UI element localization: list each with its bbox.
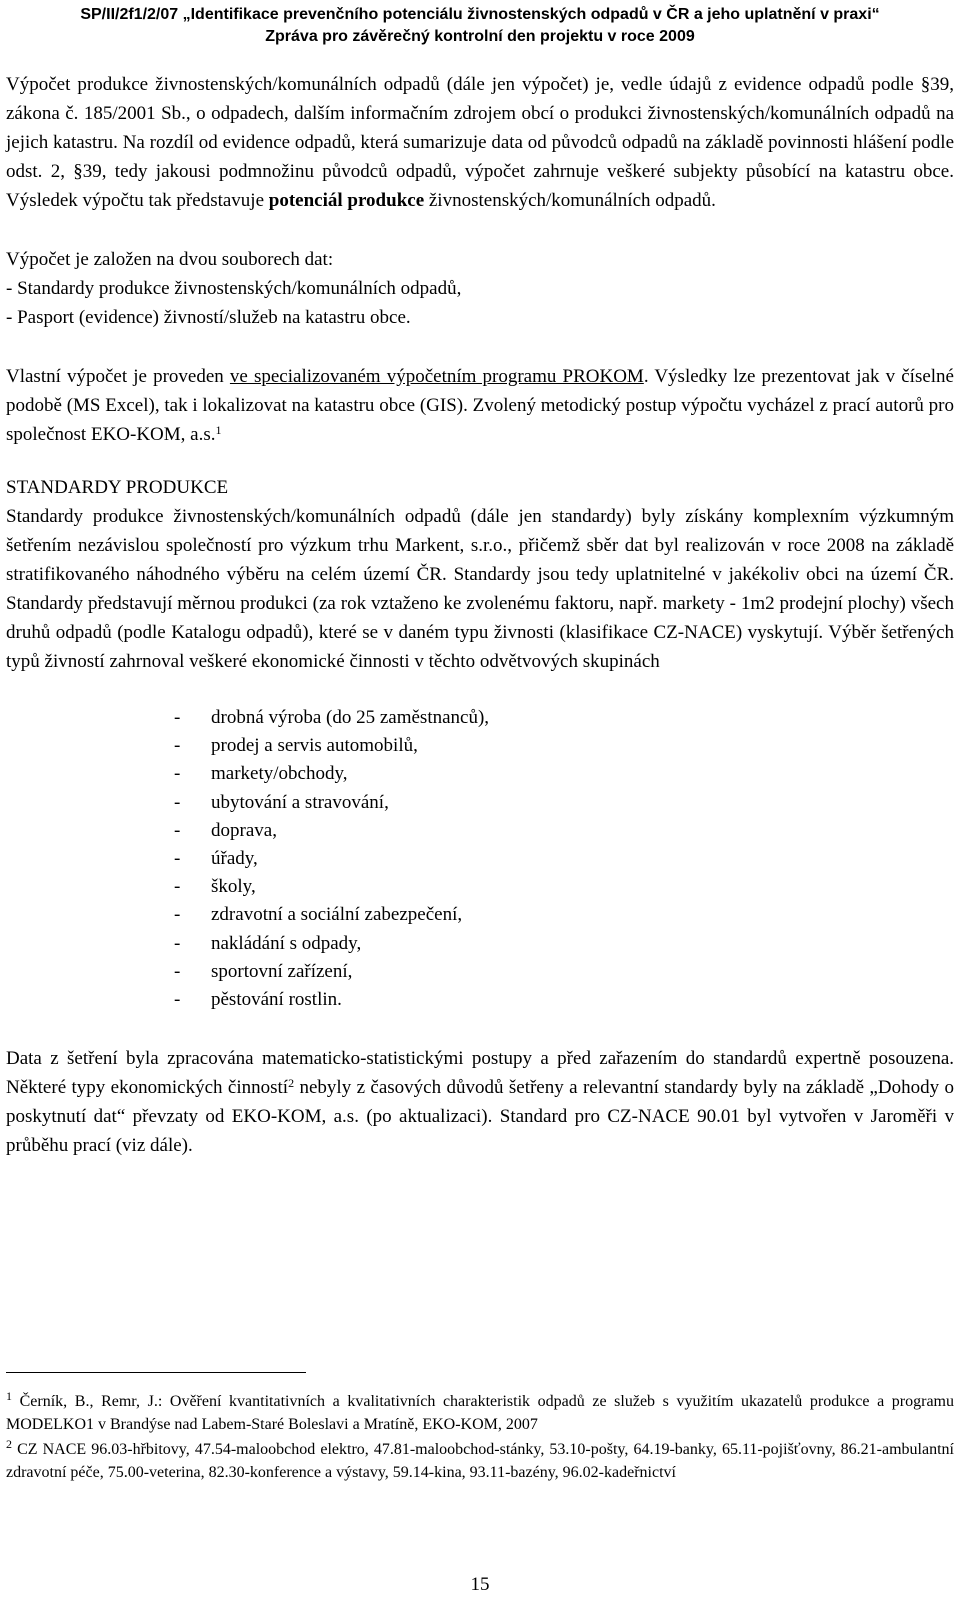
list-item: - nakládání s odpady, <box>174 932 362 954</box>
footnote-number: 2 <box>6 1437 12 1451</box>
footnote-text: CZ NACE 96.03-hřbitovy, 47.54-maloobchod elektro, 47.81-maloobchod-stánky, 53.10-pošty, 64.19-banky, 65.11-pojišťovny, 86.21-ambulantní zdravotní péče, 75.00-veterina, 82.30-konference a výstavy, 59.14-kina, 93.11-bazény, 96.02-kadeřnictví <box>6 1441 954 1481</box>
paragraph-intro-text: Výpočet produkce živnostenských/komunálních odpadů (dále jen výpočet) je, vedle údajů z evidence odpadů podle §39, zákona č. 185/2001 Sb., o odpadech, dalším informačním zdrojem obcí o produkci živnostenských/komunálních odpadů na jejich katastru. Na rozdíl od evidence odpadů, která sumarizuje data od původců odpadů na základě povinnosti hlášení podle odst. 2, §39, tedy jakousi podmnožinu původců odpadů, výpočet zahrnuje veškeré subjekty působící na katastru obce. Výsledek výpočtu tak představuje <box>6 74 954 211</box>
list-item: - doprava, <box>174 819 277 841</box>
footnote-1 <box>6 1390 954 1436</box>
datasets-intro-line: Výpočet je založen na dvou souborech dat: <box>6 249 334 270</box>
header-project-title: SP/II/2f1/2/07 „Identifikace prevenčního potenciálu živnostenských odpadů v ČR a jeho uplatnění v praxi“ <box>80 6 880 23</box>
page-number: 15 <box>470 1574 490 1595</box>
list-item: - sportovní zařízení, <box>174 960 353 982</box>
footnote-text: Černík, B., Remr, J.: Ověření kvantitativních a kvalitativních charakteristik odpadů ze služeb s využitím ukazatelů produkce a programu MODELKO1 v Brandýse nad Labem-Staré Boleslavi a Mratíně, EKO-KOM, 2007 <box>6 1393 954 1433</box>
paragraph-calculation <box>6 362 954 449</box>
calculation-program-underlined: ve specializovaném výpočetním programu PROKOM <box>229 366 644 387</box>
datasets-item-standards: - Standardy produkce živnostenských/komunálních odpadů, <box>6 278 462 299</box>
paragraph-data-processing <box>6 1044 954 1160</box>
list-item: - pěstování rostlin. <box>174 989 342 1011</box>
footnote-ref-1: 1 <box>215 423 222 437</box>
paragraph-standards: Standardy produkce živnostenských/komunálních odpadů (dále jen standardy) byly získány komplexním výzkumným šetřením nezávislou společností pro výzkum trhu Markent, s.r.o., přičemž sběr dat byl realizován v roce 2008 na základě stratifikovaného náhodného výběru na celém území ČR. Standardy jsou tedy uplatnitelné v jakékoliv obci na území ČR. Standardy představují měrnou produkci (za rok vztaženo ke zvolenému faktoru, např. markety - 1m2 prodejní plochy) všech druhů odpadů (podle Katalogu odpadů), které se v daném typu živnosti (klasifikace CZ-NACE) vyskytují. Výběr šetřených typů živností zahrnoval veškeré ekonomické činnosti v těchto odvětvových skupinách <box>6 506 954 672</box>
list-item: - markety/obchody, <box>174 763 348 785</box>
list-item: - prodej a servis automobilů, <box>174 735 418 757</box>
list-item: - ubytování a stravování, <box>174 791 389 813</box>
calculation-text: Vlastní výpočet je proveden <box>6 366 230 387</box>
paragraph-intro <box>6 70 954 215</box>
footnote-2 <box>6 1438 954 1484</box>
list-item: - školy, <box>174 876 256 898</box>
processing-text-end: nebyly z časových důvodů šetřeny a relevantní standardy byly na základě „Dohody o poskytnutí dat“ převzaty od EKO-KOM, a.s. (po aktualizaci). Standard pro CZ-NACE 90.01 byl vytvořen v Jaroměři v průběhu prací (viz dále). <box>6 1077 954 1157</box>
footnote-ref-2: 2 <box>288 1076 295 1091</box>
sector-list <box>6 704 954 1014</box>
paragraph-intro-bold: potenciál produkce <box>268 190 425 211</box>
document-body <box>6 70 954 1160</box>
paragraph-datasets <box>6 245 954 332</box>
footnotes <box>6 1390 954 1486</box>
list-item: - úřady, <box>174 848 258 870</box>
footnote-divider <box>6 1372 306 1373</box>
list-item: - drobná výroba (do 25 zaměstnanců), <box>174 707 490 728</box>
calculation-text-end: . Výsledky lze prezentovat jak v číselné podobě (MS Excel), tak i lokalizovat na katastru obce (GIS). Zvolený metodický postup výpočtu vycházel z prací autorů pro společnost EKO-KOM, a.s. <box>6 366 954 445</box>
list-item: - zdravotní a sociální zabezpečení, <box>174 904 463 926</box>
footnote-number: 1 <box>6 1389 12 1403</box>
page-header <box>0 4 960 48</box>
processing-text: Data z šetření byla zpracována matematicko-statistickými postupy a před zařazením do standardů expertně posouzena. Některé typy ekonomických činností <box>6 1048 954 1099</box>
section-heading: STANDARDY PRODUKCE <box>6 477 229 498</box>
datasets-item-passport: - Pasport (evidence) živností/služeb na katastru obce. <box>6 307 411 328</box>
paragraph-intro-text-end: živnostenských/komunálních odpadů. <box>424 190 716 211</box>
header-report-subtitle: Zpráva pro závěrečný kontrolní den projektu v roce 2009 <box>265 28 695 45</box>
